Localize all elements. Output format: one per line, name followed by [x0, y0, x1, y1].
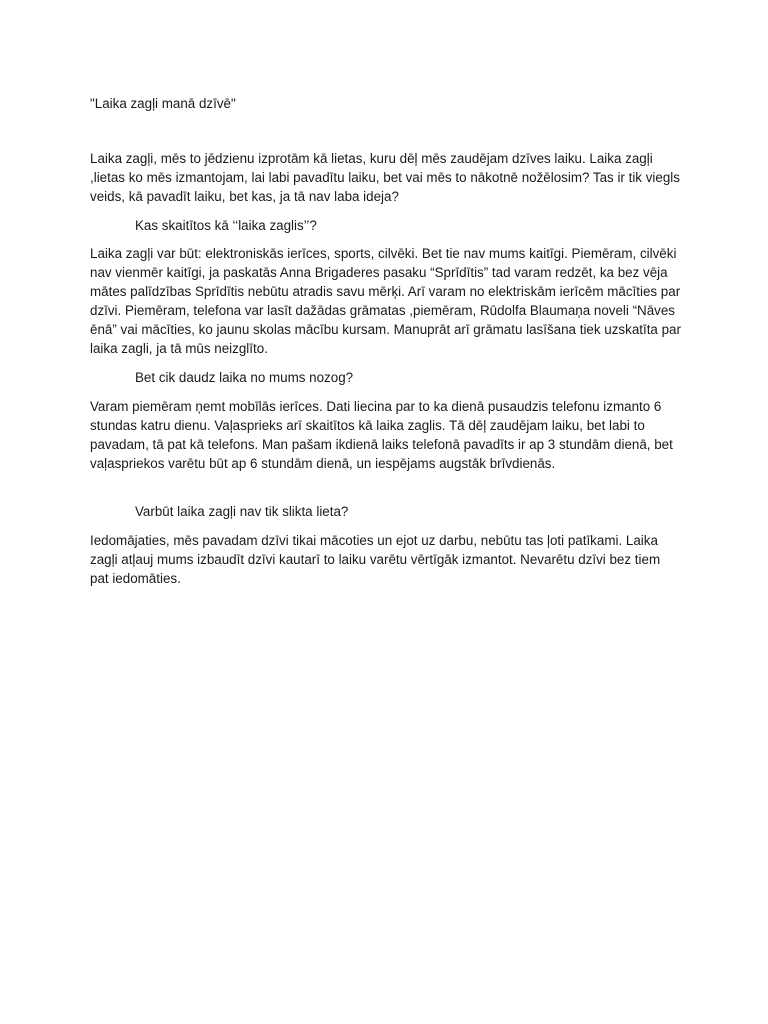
document-title: "Laika zagļi manā dzīvē" [90, 96, 236, 111]
document-body [90, 94, 682, 588]
paragraph-examples: Laika zagļi var būt: elektroniskās ierīces, sports, cilvēki. Bet tie nav mums kaitīgi. Piemēram, cilvēki nav vienmēr kaitīgi, ja paskatās Anna Brigaderes pasaku “Sprīdītis” tad varam redzēt, ka bez vēja mātes palīdzības Sprīdītis nebūtu atradis savu mērķi. Arī varam no elektriskām ierīcēm mācīties par dzīvi. Piemēram, telefona var lasīt dažādas grāmatas ,piemēram, Rūdolfa Blaumaņa noveli “Nāves ēnā” vai mācīties, ko jaunu skolas mācību kursam. Manuprāt arī grāmatu lasīšana tiek uzskatīta par laika zagli, ja tā mūs neizglīto. [90, 246, 681, 356]
paragraph-conclusion: Iedomājaties, mēs pavadam dzīvi tikai mācoties un ejot uz darbu, nebūtu tas ļoti patīkami. Laika zagļi atļauj mums izbaudīt dzīvi kautarī to laiku varētu vērtīgāk izmantot. Nevarētu dzīvi bez tiem pat iedomāties. [90, 533, 661, 586]
paragraph-intro: Laika zagļi, mēs to jēdzienu izprotām kā lietas, kuru dēļ mēs zaudējam dzīves laiku. Laika zagļi ,lietas ko mēs izmantojam, lai labi pavadītu laiku, bet vai mēs to nākotnē nožēlosim? Tas ir tik viegls veids, kā pavadīt laiku, bet kas, ja tā nav laba ideja? [90, 151, 680, 204]
paragraph-time-spent: Varam piemēram ņemt mobīlās ierīces. Dati liecina par to ka dienā pusaudzis telefonu izmanto 6 stundas katru dienu. Vaļasprieks arī skaitītos kā laika zaglis. Tā dēļ zaudējam laiku, bet labi to pavadam, tā pat kā telefons. Man pašam ikdienā laiks telefonā pavadīts ir ap 3 stundām dienā, bet vaļaspriekos varētu būt ap 6 stundām dienā, un iespējams augstāk brīvdienās. [90, 399, 673, 471]
section-heading-1: Kas skaitītos kā ‘‘laika zaglis’’? [135, 218, 317, 233]
section-heading-2: Bet cik daudz laika no mums nozog? [135, 370, 354, 385]
section-heading-3: Varbūt laika zagļi nav tik slikta lieta? [135, 504, 349, 519]
